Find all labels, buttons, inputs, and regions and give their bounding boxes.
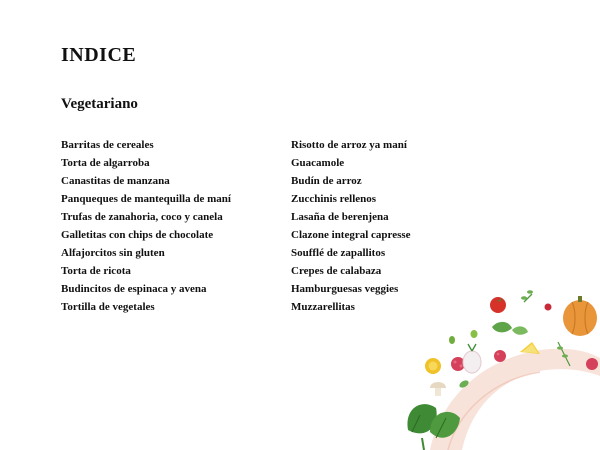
recipe-item: Muzzarellitas xyxy=(291,301,355,313)
leaf-icon xyxy=(492,322,528,335)
recipe-item: Budincitos de espinaca y avena xyxy=(61,283,207,295)
recipe-item: Budín de arroz xyxy=(291,175,362,187)
raspberry-icon xyxy=(494,350,506,362)
mushroom-icon xyxy=(430,382,446,396)
recipe-item: Tortilla de vegetales xyxy=(61,301,155,313)
vegetable-illustration xyxy=(400,280,600,450)
recipe-item: Crepes de calabaza xyxy=(291,265,382,277)
recipe-item: Lasaña de berenjena xyxy=(291,211,389,223)
recipe-item: Trufas de zanahoria, coco y canela xyxy=(61,211,223,223)
recipe-item: Torta de algarroba xyxy=(61,157,150,169)
pea-icon xyxy=(449,330,478,344)
recipe-item: Clazone integral capresse xyxy=(291,229,411,241)
raspberry-icon xyxy=(586,358,598,370)
recipe-item: Canastitas de manzana xyxy=(61,175,170,187)
pumpkin-icon xyxy=(563,296,597,336)
recipe-item: Alfajorcitos sin gluten xyxy=(61,247,165,259)
recipe-item: Torta de ricota xyxy=(61,265,131,277)
section-heading: Vegetariano xyxy=(61,96,138,112)
vegetable-decoration xyxy=(400,280,600,450)
recipe-item: Panqueques de mantequilla de maní xyxy=(61,193,231,205)
recipe-item: Risotto de arroz ya maní xyxy=(291,139,407,151)
recipe-item: Hamburguesas veggies xyxy=(291,283,399,295)
recipe-list-right xyxy=(291,138,411,318)
tomato-icon xyxy=(490,297,506,313)
recipe-item: Guacamole xyxy=(291,157,345,169)
recipe-item: Barritas de cereales xyxy=(61,139,154,151)
recipe-item: Soufflé de zapallitos xyxy=(291,247,386,259)
recipe-list-left xyxy=(61,138,231,318)
herb-sprig-icon xyxy=(521,290,533,302)
page-title: INDICE xyxy=(61,44,137,66)
yellow-tomato-icon xyxy=(425,358,441,374)
recipe-item: Zucchinis rellenos xyxy=(291,193,377,205)
lemon-slice-icon xyxy=(520,342,540,354)
radish-icon xyxy=(463,344,481,373)
recipe-item: Galletitas con chips de chocolate xyxy=(61,229,214,241)
berry-icon xyxy=(545,304,552,311)
